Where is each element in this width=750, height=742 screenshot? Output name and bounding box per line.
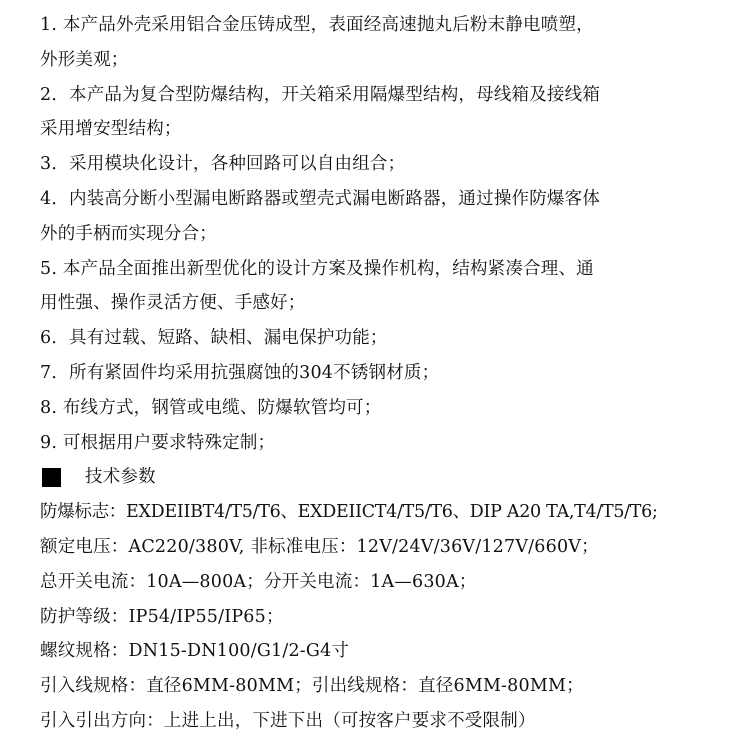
spec-line: 防爆标志：EXDEIIBT4/T5/T6、EXDEIICT4/T5/T6、DIP A20 TA,T4/T5/T6; xyxy=(40,502,658,523)
spec-line: 引入引出方向：上进上出，下进下出（可按客户要求不受限制） xyxy=(40,710,536,731)
feature-line: 8. 布线方式，钢管或电缆、防爆软管均可； xyxy=(40,397,382,418)
spec-line: 引入线规格：直径6MM-80MM；引出线规格：直径6MM-80MM； xyxy=(40,676,584,697)
feature-line: 5. 本产品全面推出新型优化的设计方案及操作机构，结构紧凑合理、通 xyxy=(40,258,594,279)
section-heading xyxy=(40,460,745,495)
feature-line: 用性强、操作灵活方便、手感好； xyxy=(40,293,306,314)
feature-line: 4．内装高分断小型漏电断路器或塑壳式漏电断路器，通过操作防爆客体 xyxy=(40,188,601,209)
feature-line: 外形美观； xyxy=(40,49,129,70)
product-description-document xyxy=(40,8,745,739)
spec-line: 额定电压：AC220/380V, 非标准电压：12V/24V/36V/127V/660V； xyxy=(40,536,599,557)
feature-line: 3．采用模块化设计，各种回路可以自由组合； xyxy=(40,154,406,175)
spec-line: 防护等级：IP54/IP55/IP65； xyxy=(40,606,284,627)
section-title: 技术参数 xyxy=(85,467,156,488)
feature-line: 6．具有过载、短路、缺相、漏电保护功能； xyxy=(40,328,388,349)
feature-line: 2．本产品为复合型防爆结构，开关箱采用隔爆型结构，母线箱及接线箱 xyxy=(40,84,601,105)
black-square-icon xyxy=(42,468,61,487)
feature-line: 采用增安型结构； xyxy=(40,119,182,140)
spec-line: 总开关电流：10A—800A；分开关电流：1A—630A； xyxy=(40,571,477,592)
feature-line: 外的手柄而实现分合； xyxy=(40,223,217,244)
feature-line: 1. 本产品外壳采用铝合金压铸成型，表面经高速抛丸后粉末静电喷塑， xyxy=(40,15,594,35)
feature-line: 9. 可根据用户要求特殊定制； xyxy=(40,432,276,453)
spec-line: 螺纹规格：DN15-DN100/G1/2-G4寸 xyxy=(40,641,350,662)
feature-line: 7．所有紧固件均采用抗强腐蚀的304不锈钢材质； xyxy=(40,362,440,383)
